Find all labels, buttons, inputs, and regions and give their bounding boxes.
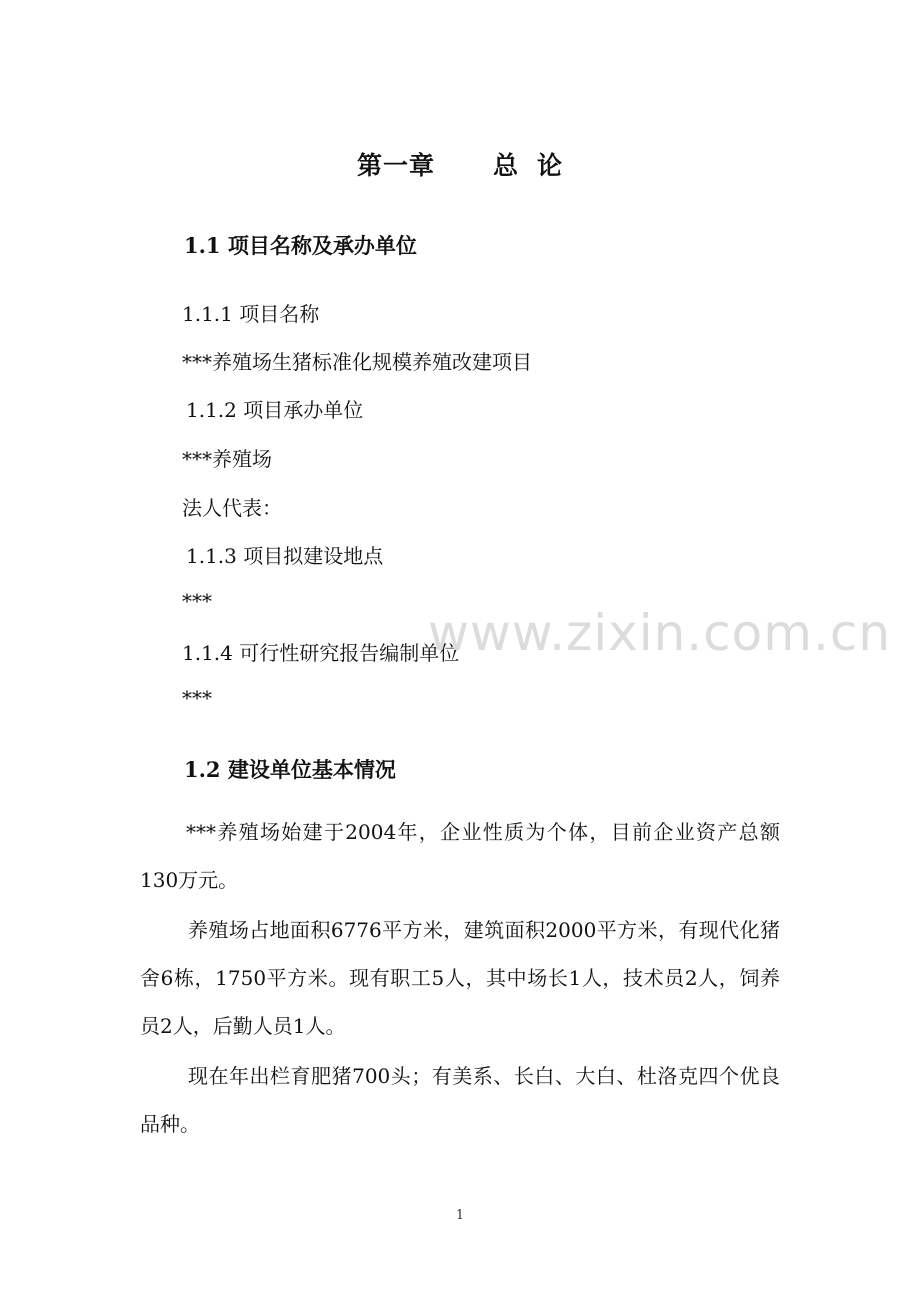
section-heading-1-2: 1.2 建设单位基本情况 — [184, 757, 396, 782]
item-1-1-4-value: *** — [182, 686, 212, 710]
paragraph-2: 养殖场占地面积6776平方米，建筑面积2000平方米，有现代化猪舍6栋，1750平方米。现有职工5人，其中场长1人，技术员2人，饲养员2人，后勤人员1人。 — [140, 918, 780, 1038]
item-1-1-4-label: 1.1.4 可行性研究报告编制单位 — [182, 641, 460, 665]
item-1-1-1-label: 1.1.1 项目名称 — [182, 302, 320, 326]
item-1-1-3-value: *** — [182, 589, 212, 613]
item-1-1-1-value: ***养殖场生猪标准化规模养殖改建项目 — [182, 350, 532, 374]
paragraph-3: 现在年出栏育肥猪700头；有美系、长白、大白、杜洛克四个优良品种。 — [140, 1064, 780, 1136]
paragraph-1: ***养殖场始建于2004年，企业性质为个体，目前企业资产总额130万元。 — [140, 820, 780, 892]
chapter-title-char-1: 总 — [492, 151, 519, 180]
item-1-1-2-label: 1.1.2 项目承办单位 — [186, 398, 364, 422]
section-heading-1-1: 1.1 项目名称及承办单位 — [184, 233, 417, 258]
item-1-1-2-value: ***养殖场 — [182, 447, 272, 471]
watermark-text: www.zixin.com.cn — [428, 604, 892, 662]
page-number: 1 — [455, 1208, 465, 1223]
item-1-1-3-label: 1.1.3 项目拟建设地点 — [186, 544, 384, 568]
chapter-title — [0, 146, 920, 182]
legal-representative-label: 法人代表： — [182, 496, 282, 520]
chapter-title-char-2: 论 — [537, 151, 564, 180]
chapter-number: 第一章 — [356, 151, 435, 180]
